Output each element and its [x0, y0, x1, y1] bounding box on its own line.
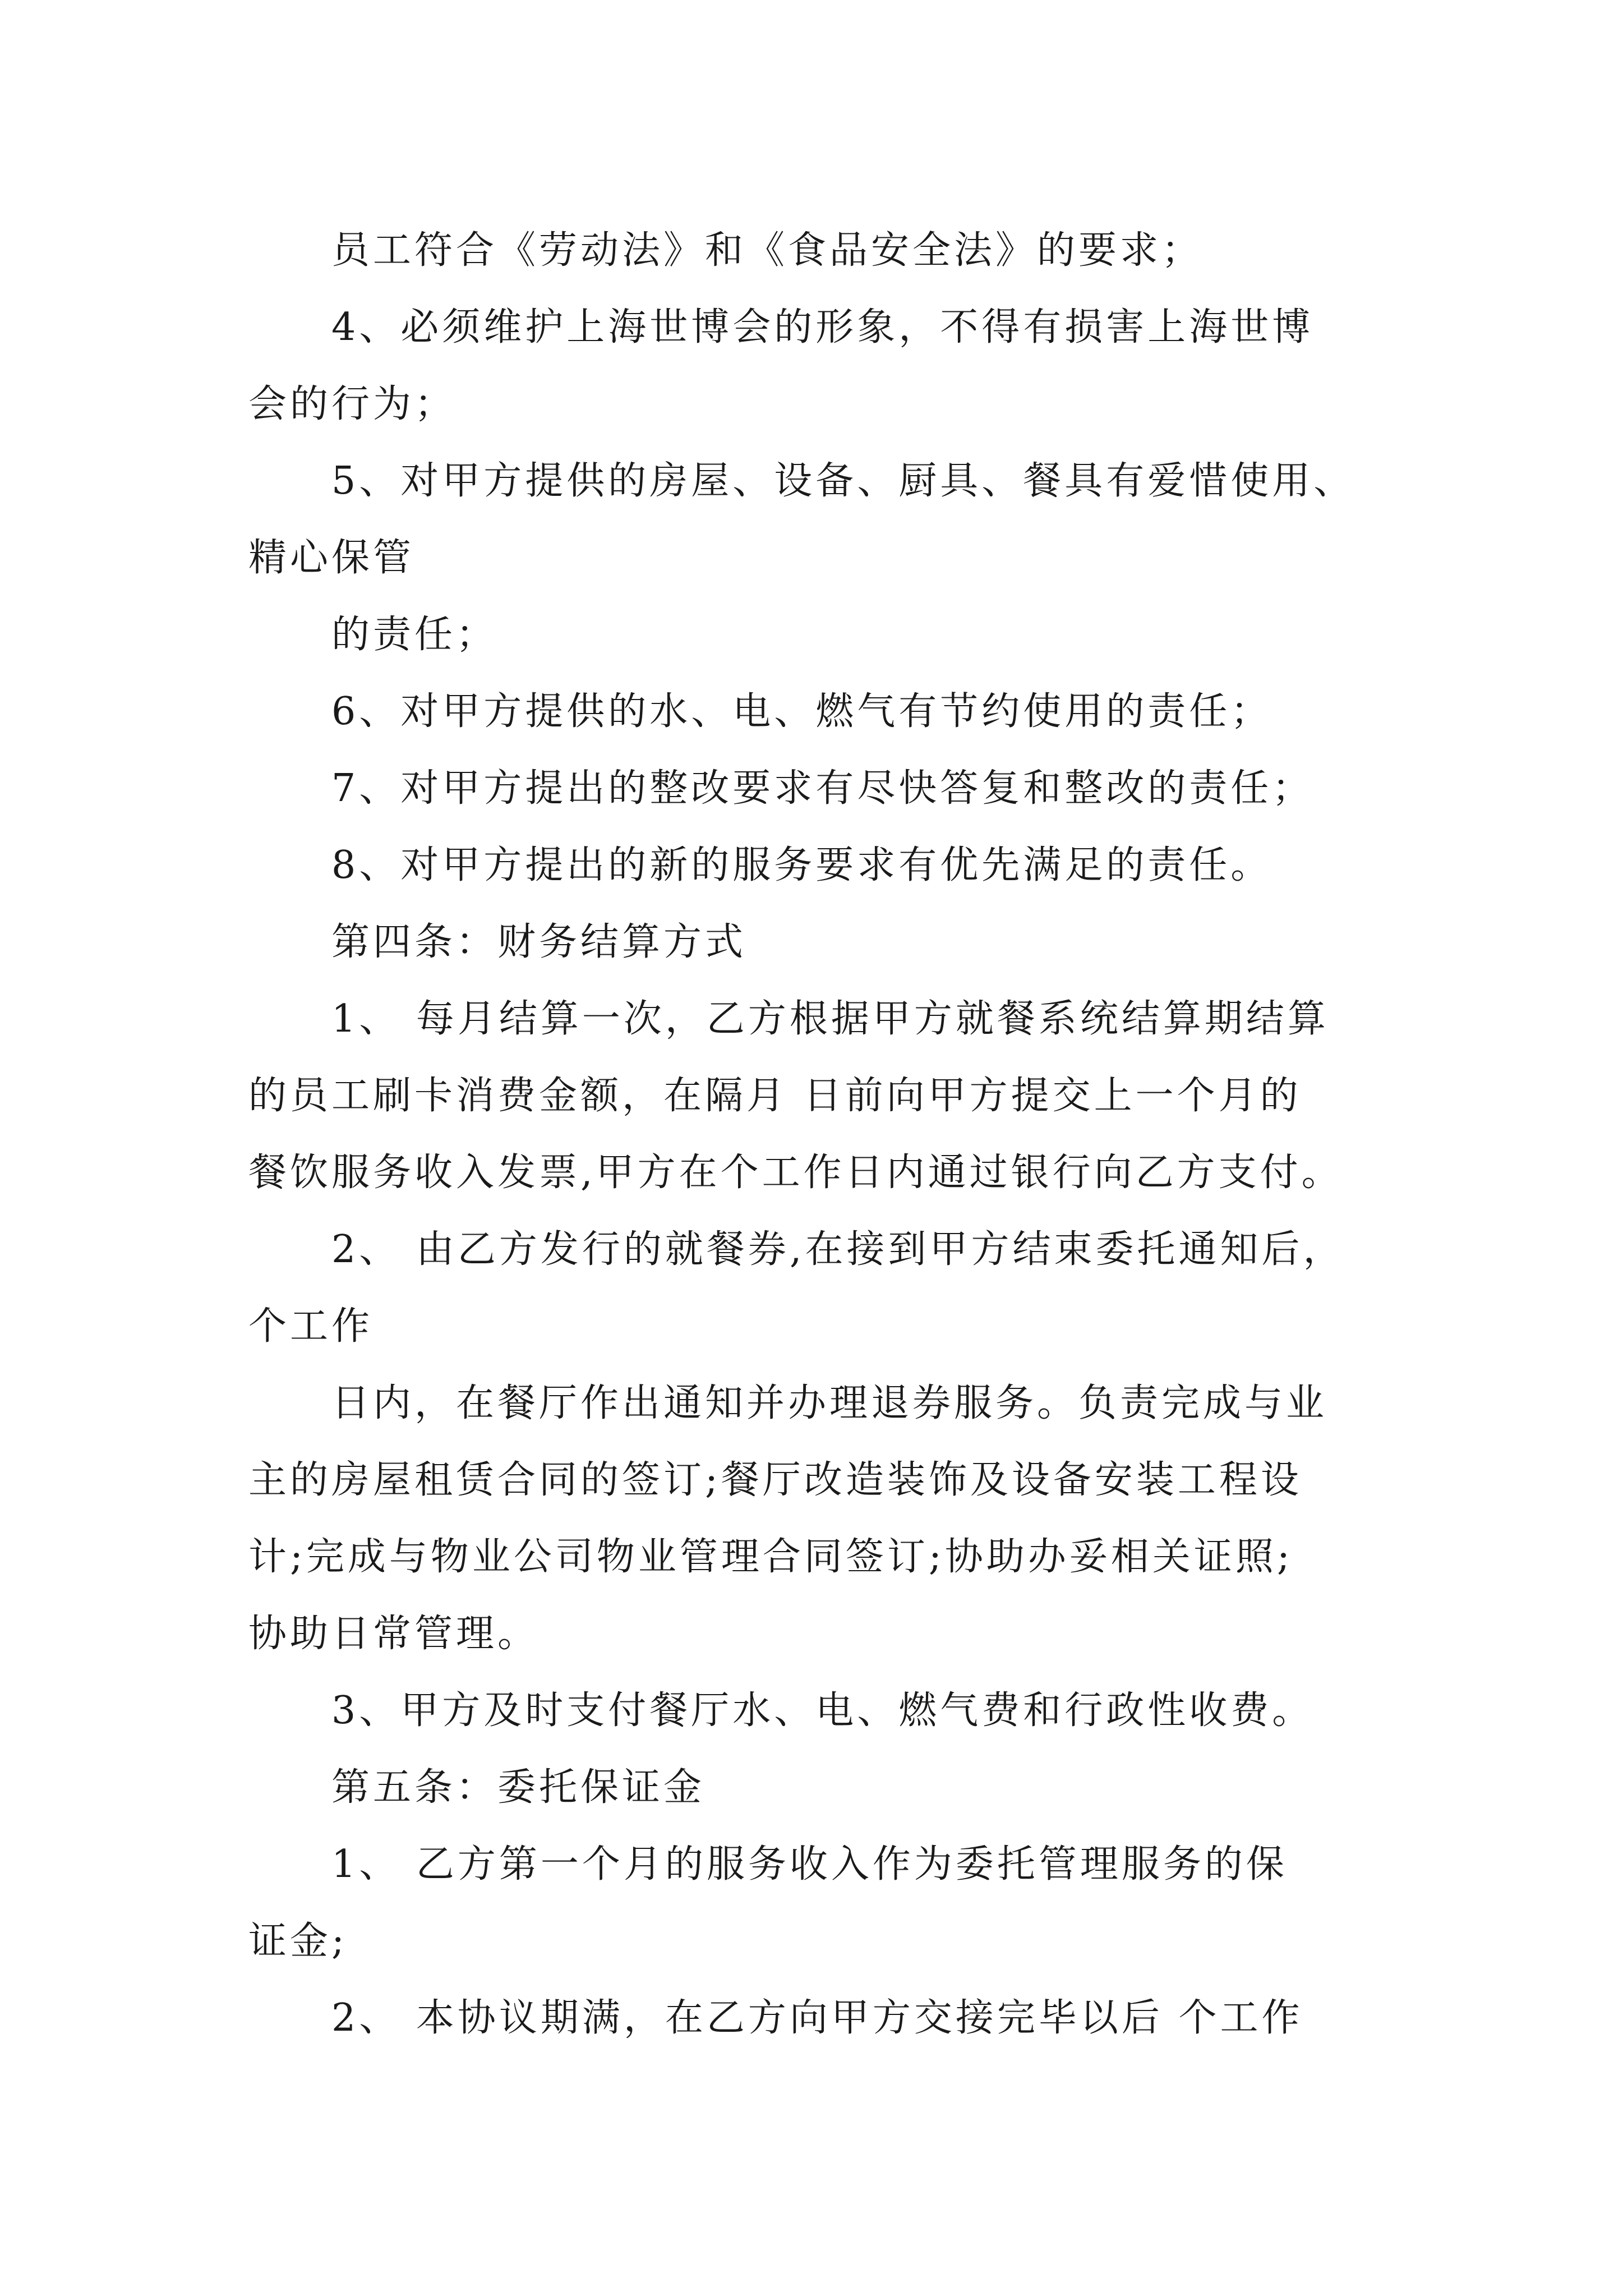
paragraph-line: 8、对甲方提出的新的服务要求有优先满足的责任。 — [331, 843, 1272, 887]
paragraph-line: 协助日常管理。 — [248, 1612, 540, 1656]
paragraph-line: 餐饮服务收入发票,甲方在个工作日内通过银行向乙方支付。 — [248, 1151, 1343, 1195]
paragraph-line: 5、对甲方提供的房屋、设备、厨具、餐具有爱惜使用、 — [331, 459, 1355, 503]
paragraph-line: 3、甲方及时支付餐厅水、电、燃气费和行政性收费。 — [331, 1688, 1314, 1733]
paragraph-line: 2、 本协议期满，在乙方向甲方交接完毕以后 个工作 — [331, 1996, 1303, 2040]
paragraph-line: 2、 由乙方发行的就餐券,在接到甲方结束委托通知后， — [331, 1227, 1345, 1272]
paragraph-line: 精心保管 — [248, 536, 415, 580]
paragraph-line: 1、 每月结算一次，乙方根据甲方就餐系统结算期结算 — [331, 997, 1329, 1041]
paragraph-line: 计;完成与物业公司物业管理合同签订;协助办妥相关证照; — [248, 1535, 1293, 1579]
paragraph-line: 的责任； — [331, 613, 498, 657]
paragraph-line: 主的房屋租赁合同的签订;餐厅改造装饰及设备安装工程设 — [248, 1458, 1302, 1502]
paragraph-line: 4、必须维护上海世博会的形象，不得有损害上海世博 — [331, 305, 1314, 349]
paragraph-line: 会的行为； — [248, 382, 457, 426]
section-heading: 第五条：委托保证金 — [331, 1765, 706, 1810]
paragraph-line: 日内，在餐厅作出通知并办理退券服务。负责完成与业 — [331, 1381, 1328, 1425]
paragraph-line: 6、对甲方提供的水、电、燃气有节约使用的责任； — [331, 689, 1272, 734]
paragraph-line: 个工作 — [248, 1304, 374, 1349]
paragraph-line: 1、 乙方第一个月的服务收入作为委托管理服务的保 — [331, 1842, 1288, 1887]
paragraph-line: 员工符合《劳动法》和《食品安全法》的要求； — [331, 228, 1204, 273]
section-heading: 第四条：财务结算方式 — [331, 920, 747, 964]
document-body — [248, 212, 1393, 2056]
paragraph-line: 证金; — [248, 1919, 348, 1963]
paragraph-line: 7、对甲方提出的整改要求有尽快答复和整改的责任； — [331, 766, 1314, 811]
paragraph-line: 的员工刷卡消费金额，在隔月 日前向甲方提交上一个月的 — [248, 1074, 1302, 1118]
